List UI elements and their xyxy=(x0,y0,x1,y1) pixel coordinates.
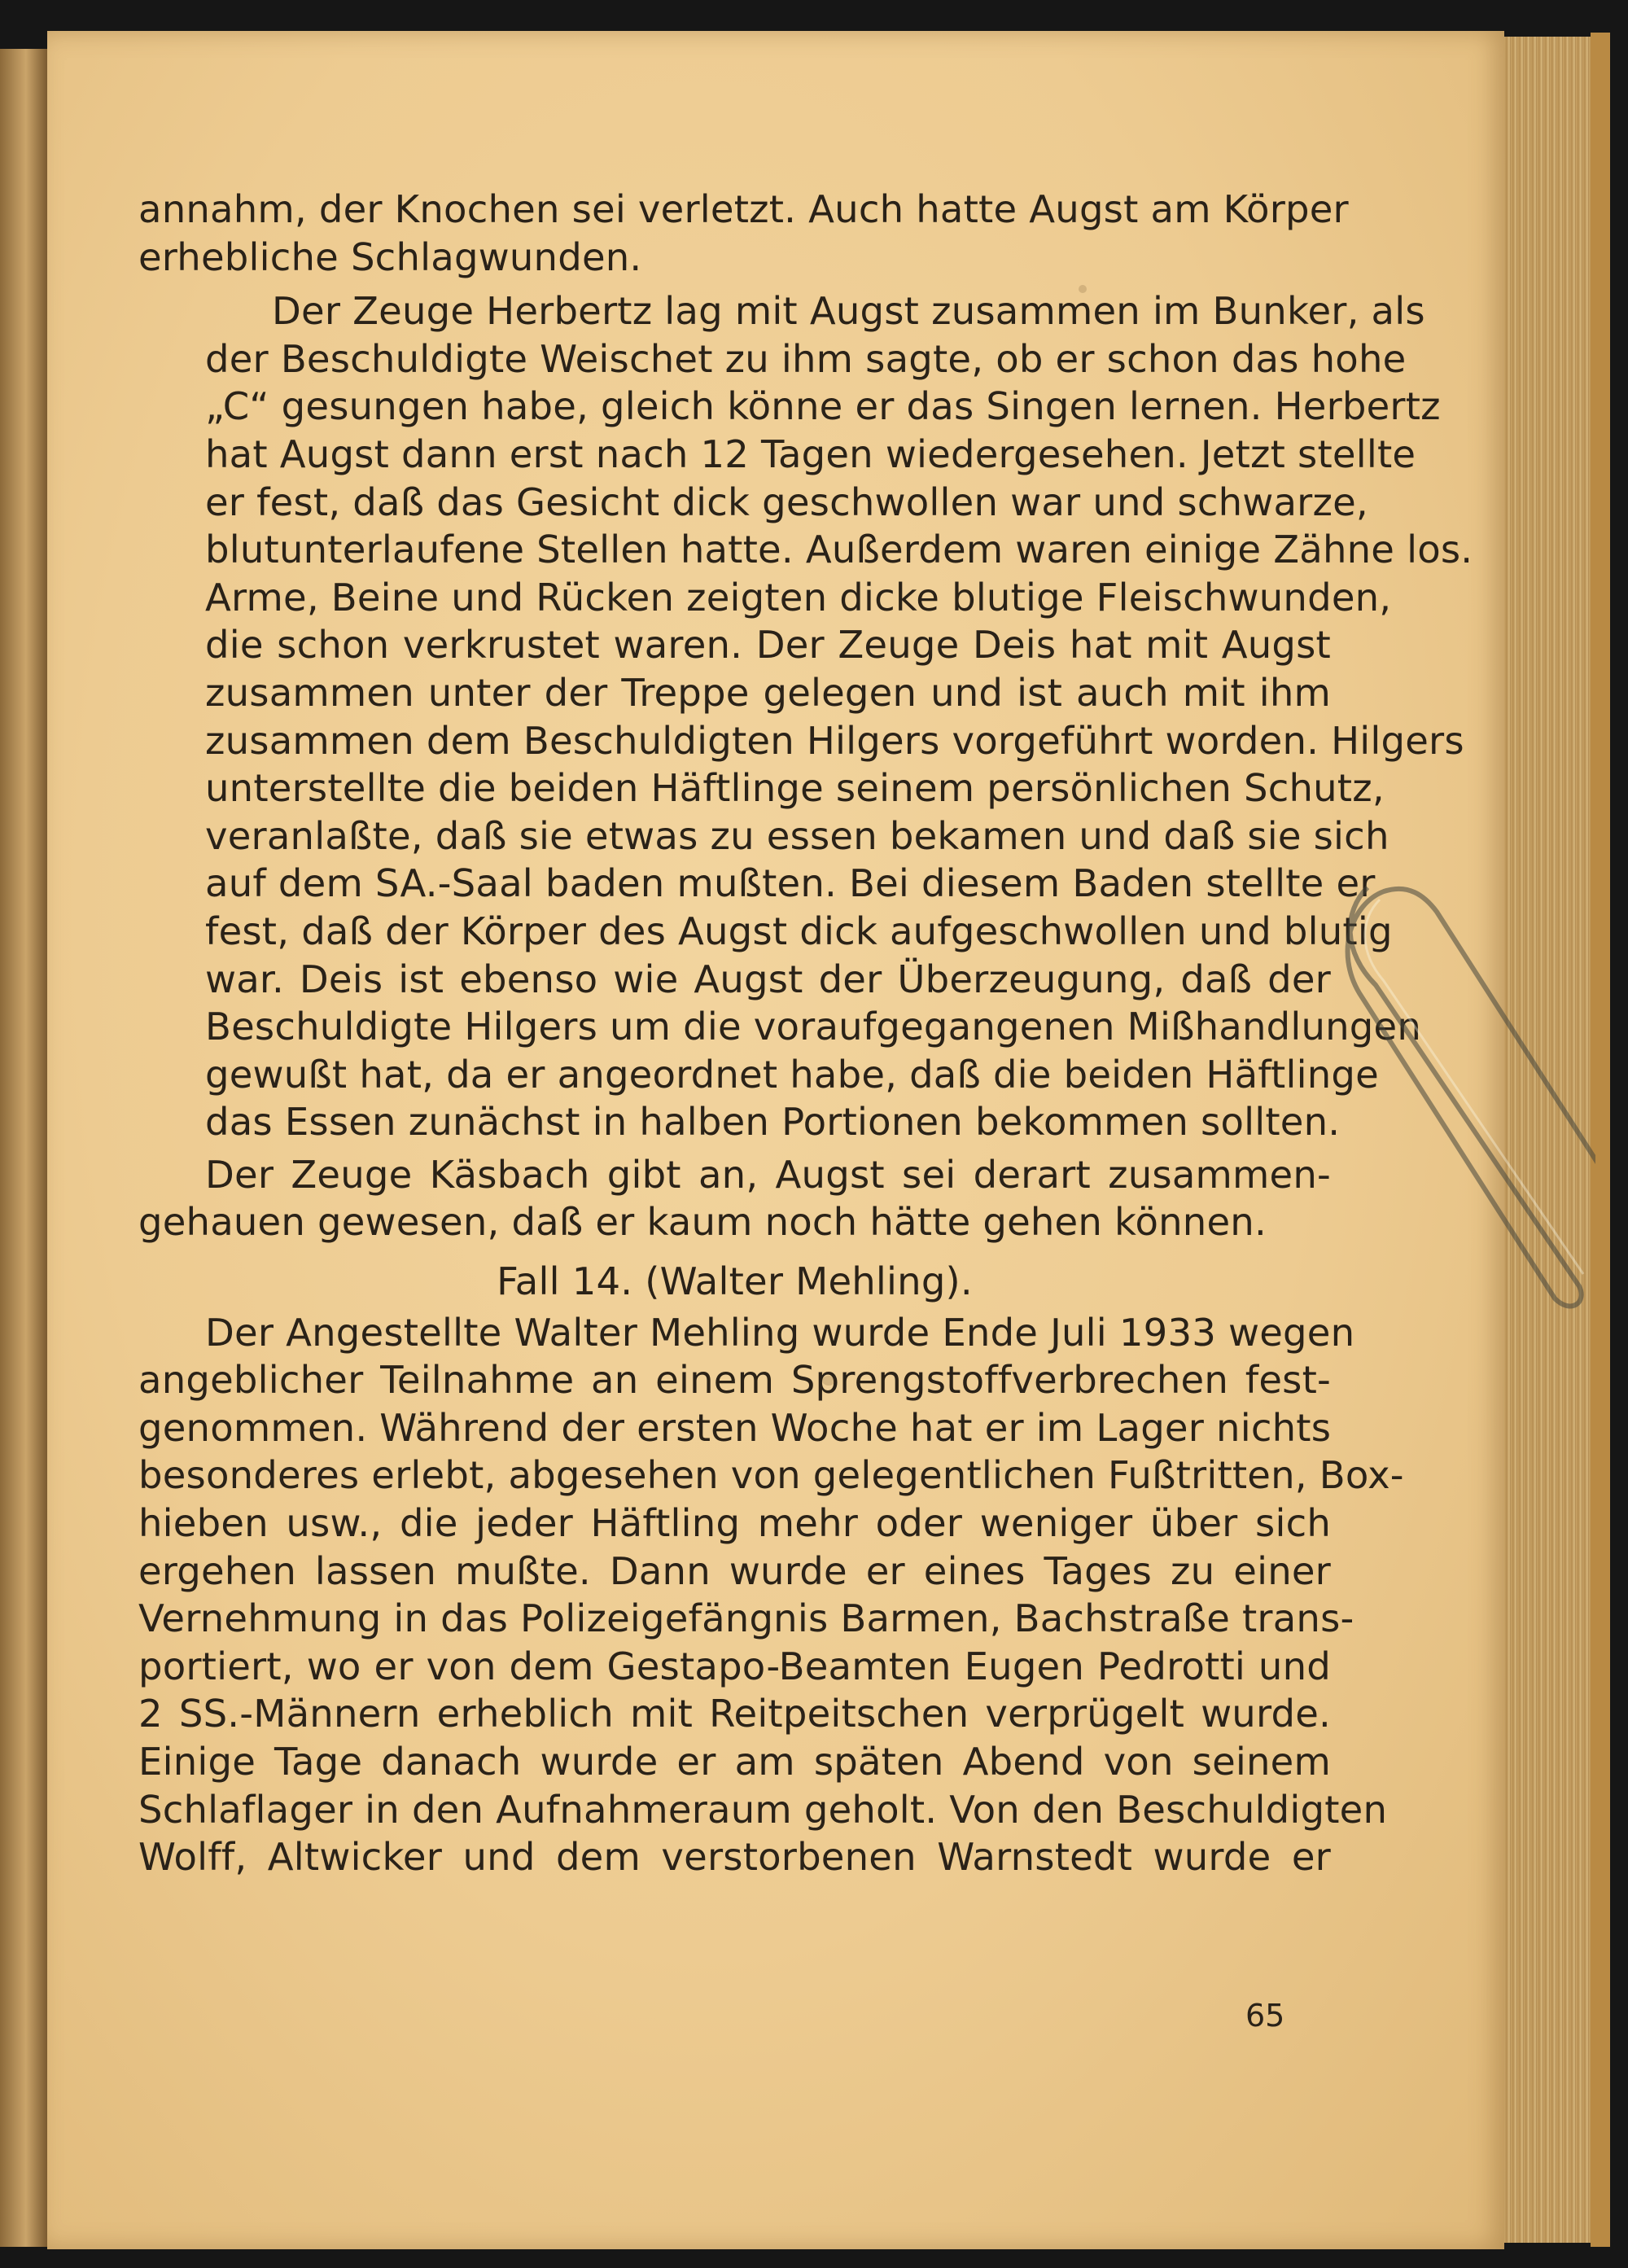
text-line: unterstellte die beiden Häftlinge seinem persönlichen Schutz, xyxy=(205,766,1385,811)
text-line: fest, daß der Körper des Augst dick aufgeschwollen und blutig xyxy=(205,909,1393,953)
text-line: angeblicher Teilnahme an einem Sprengstoffverbrechen fest- xyxy=(138,1358,1331,1403)
text-line: zusammen unter der Treppe gelegen und ist auch mit ihm xyxy=(205,670,1331,715)
paragraph-case-14 xyxy=(138,1309,1404,1881)
text-line: portiert, wo er von dem Gestapo-Beamten Eugen Pedrotti und xyxy=(138,1644,1331,1688)
text-line: annahm, der Knochen sei verletzt. Auch hatte Augst am Körper xyxy=(138,187,1349,231)
paper-smudge xyxy=(822,1376,835,1386)
text-line: gehauen gewesen, daß er kaum noch hätte gehen können. xyxy=(138,1200,1267,1245)
paragraph-3 xyxy=(138,1151,1331,1246)
text-line: Der Angestellte Walter Mehling wurde Ende Juli 1933 wegen xyxy=(205,1310,1355,1355)
text-line: Schlaflager in den Aufnahmeraum geholt. Von den Beschuldigten xyxy=(138,1787,1388,1832)
facing-page-edge xyxy=(0,49,47,2247)
text-line: auf dem SA.-Saal baden mußten. Bei diesem Baden stellte er xyxy=(205,861,1376,906)
text-line: ergehen lassen mußte. Dann wurde er eines Tages zu einer xyxy=(138,1548,1331,1593)
text-line: Der Zeuge Herbertz lag mit Augst zusammen im Bunker, als xyxy=(272,289,1425,334)
text-line: das Essen zunächst in halben Portionen bekommen sollten. xyxy=(205,1100,1341,1145)
text-line: er fest, daß das Gesicht dick geschwollen war und schwarze, xyxy=(205,479,1368,524)
text-line: Der Zeuge Käsbach gibt an, Augst sei derart zusammen- xyxy=(205,1152,1331,1197)
paper-clip-icon xyxy=(1335,863,1595,1319)
paragraph-1 xyxy=(138,186,1349,281)
text-line: hieben usw., die jeder Häftling mehr oder weniger über sich xyxy=(138,1501,1331,1546)
paper-smudge xyxy=(1079,285,1087,293)
text-line: veranlaßte, daß sie etwas zu essen bekamen und daß sie sich xyxy=(205,813,1389,858)
text-line: hat Augst dann erst nach 12 Tagen wiedergesehen. Jetzt stellte xyxy=(205,431,1416,476)
text-line: Wolff, Altwicker und dem verstorbenen Warnstedt wurde er xyxy=(138,1835,1331,1880)
text-line: Beschuldigte Hilgers um die voraufgegangenen Mißhandlungen xyxy=(205,1005,1421,1049)
paragraph-2 xyxy=(138,287,1473,1146)
text-line: 2 SS.-Männern erheblich mit Reitpeitschen verprügelt wurde. xyxy=(138,1692,1331,1736)
page-number: 65 xyxy=(1245,1998,1285,2034)
text-line: der Beschuldigte Weischet zu ihm sagte, ob er schon das hohe xyxy=(205,336,1407,381)
section-heading: Fall 14. (Walter Mehling). xyxy=(497,1259,973,1304)
text-line: erhebliche Schlagwunden. xyxy=(138,234,642,279)
text-line: zusammen dem Beschuldigten Hilgers vorgeführt worden. Hilgers xyxy=(205,718,1464,763)
text-line: war. Deis ist ebenso wie Augst der Überzeugung, daß der xyxy=(205,957,1331,1001)
text-line: blutunterlaufene Stellen hatte. Außerdem waren einige Zähne los. xyxy=(205,528,1473,572)
body-text xyxy=(138,186,1473,1881)
text-line: „C“ gesungen habe, gleich könne er das Singen lernen. Herbertz xyxy=(205,384,1441,429)
text-line: gewußt hat, da er angeordnet habe, daß die beiden Häftlinge xyxy=(205,1052,1379,1097)
text-line: die schon verkrustet waren. Der Zeuge Deis hat mit Augst xyxy=(205,623,1331,668)
text-line: Einige Tage danach wurde er am späten Abend von seinem xyxy=(138,1740,1331,1784)
text-line: besonderes erlebt, abgesehen von gelegentlichen Fußtritten, Box- xyxy=(138,1453,1404,1498)
text-line: genommen. Während der ersten Woche hat er im Lager nichts xyxy=(138,1405,1332,1450)
text-line: Vernehmung in das Polizeigefängnis Barmen, Bachstraße trans- xyxy=(138,1596,1354,1641)
text-line: Arme, Beine und Rücken zeigten dicke blutige Fleischwunden, xyxy=(205,575,1392,620)
